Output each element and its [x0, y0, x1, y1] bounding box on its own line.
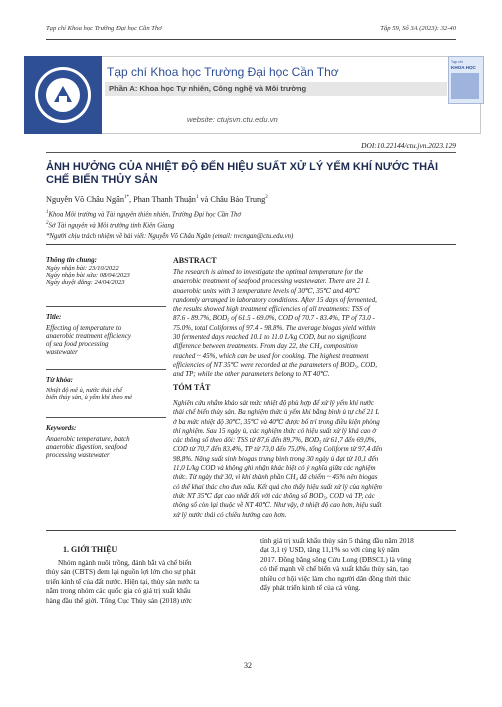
- university-logo-icon: [24, 56, 102, 134]
- tomtat-heading: TÓM TẮT: [173, 383, 211, 392]
- intro-heading: 1. GIỚI THIỆU: [63, 545, 118, 554]
- running-header-left: Tạp chí Khoa học Trường Đại học Cần Thơ: [46, 25, 162, 32]
- doi-rule: [46, 152, 456, 153]
- journal-name: Tạp chí Khoa học Trường Đại học Cần Thơ: [107, 65, 339, 79]
- info-rule-2: [46, 369, 166, 370]
- cover-image-icon: [451, 73, 479, 99]
- tomtat-body: Nghiên cứu nhằm khảo sát mức nhiệt độ phù hợp để xử lý yếm khí nước thải chế biến thủy sản. Ba nghiệm thức ủ yếm khí bằng bình ủ tự chế 21 L ở ba mức nhiệt độ 30℃, 35℃ và 40℃ được bố trí trong điều kiện phòng thí nghiệm. Sau 15 ngày ủ, các nghiệm thức có hiệu suất xử lý khá cao ở các thông số theo dõi: TSS từ 87,6 đến 89,7%, BOD₅ từ 61,7 đến 69,0%, COD từ 70,7 đến 83,4%, TP từ 73,0 đến 75,0%, tổng Coliform từ 97,4 đến 98,8%. Năng suất sinh biogas trung bình trong 30 ngày ủ đạt từ 10,1 đến 11,0 L/kg COD và không ghi nhận khác biệt có ý nghĩa giữa các nghiệm thức. Từ ngày thứ 30, vì khí thành phần CH₄ đã chiếm ~ 45% nên biogas có thể khai thác cho đun nấu. Kết quả cho thấy hiệu suất xử lý của nghiệm thức NT 35℃ đạt cao nhất đối với các thông số BOD₅, COD và TP, các thông số còn lại thuộc về NT 40℃. Như vậy, ở nhiệt độ cao hơn, hiệu suất xử lý nước thải có chiều hướng cao hơn.: [173, 399, 383, 519]
- page-number: 32: [244, 661, 252, 670]
- vietnamese-keywords: Từ khóa: Nhiệt độ mê ủ, nước thải chế biến thủy sản, ủ yếm khí theo mẻ: [46, 376, 133, 401]
- affiliation-2: $^2$Sở Tài nguyên và Môi trường tỉnh Kiên Giang: [46, 221, 175, 230]
- section-divider: [46, 530, 456, 531]
- journal-banner: [24, 56, 481, 134]
- intro-left-column: Nhóm ngành nuôi trồng, đánh bắt và chế biến thủy sản (CBTS) đem lại nguồn lợi lớn cho sự phát triển kinh tế của đất nước. Hiện tại, thủy sản nước ta nằm trong nhóm các quốc gia có giá trị xuất khẩu hàng đầu thế giới. Tổng Cục Thủy sản (2018) ước: [46, 558, 200, 605]
- intro-right-column: tính giá trị xuất khẩu thủy sản 5 tháng đầu năm 2018 đạt 3,1 tỷ USD, tăng 11,1% so với cùng kỳ năm 2017. Đồng bằng sông Cửu Long (ĐBSCL) là vùng có thế mạnh về chế biến và xuất khẩu thủy sản, tạo nhiều cơ hội việc làm cho người dân đồng thời thúc đẩy phát triển kinh tế của cả vùng.: [260, 536, 414, 593]
- english-title-box: Title: Effecting of temperature to anaerobic treatment efficiency of sea food processing wastewater: [46, 313, 132, 356]
- author-list: Nguyễn Võ Châu Ngân$^{1*}$, Phan Thanh Thuận$^1$ và Châu Bảo Trung$^2$: [46, 195, 268, 204]
- english-keywords: Keywords: Anaerobic temperature, batch anaerobic digestion, seafood processing wastewater: [46, 424, 130, 459]
- abstract-body: The research is aimed to investigate the optimal temperature for the anaerobic treatment of seafood processing wastewater. There are 21 L anaerobic units with 3 temperature levels of 30℃, 35℃ and 40℃ randomly arranged in laboratory conditions. After 15 days of fermented, the results showed high treatment efficiencies of all treatments: TSS of 87.6 - 89.7%, BOD₅ of 61.5 - 69.0%, COD of 70.7 - 83.4%, TP of 73.0 - 75.0%, total Coliforms of 97.4 - 98.8%. The average biogas yield within 30 fermented days reached 10.1 to 11.0 L/kg COD, but no significant difference between treatments. From day 22, the CH₄ composition reached ~ 45%, which can be used for cooking. The highest treatment efficiencies of NT 35℃ were recorded at the parameters of BOD₅, COD, and TP; while the other parameters belong to NT 40℃.: [173, 268, 377, 379]
- info-rule-1: [46, 306, 166, 307]
- article-info: Thông tin chung: Ngày nhận bài: 23/10/2022 Ngày nhận bài sửa: 08/04/2023 Ngày duyệt đăng: 24/04/2023: [46, 256, 130, 286]
- journal-cover-thumbnail: Tạp chí KHOA HỌC: [448, 56, 484, 104]
- running-header-right: Tập 59, Số 3A (2023): 32-40: [380, 25, 456, 32]
- doi[interactable]: DOI:10.22144/ctu.jvn.2023.129: [361, 141, 456, 150]
- corresponding-author: *Người chịu trách nhiệm về bài viết: Nguyễn Võ Châu Ngân (email: nvcngan@ctu.edu.vn): [46, 233, 294, 240]
- affil-rule: [46, 244, 456, 245]
- header-rule: [46, 39, 456, 40]
- info-rule-3: [46, 417, 166, 418]
- journal-website[interactable]: website: ctujsvn.ctu.edu.vn: [187, 115, 278, 124]
- article-title: ẢNH HƯỞNG CỦA NHIỆT ĐỘ ĐẾN HIỆU SUẤT XỬ LÝ YẾM KHÍ NƯỚC THẢI CHẾ BIẾN THỦY SẢN: [46, 161, 439, 186]
- affiliation-1: $^1$Khoa Môi trường và Tài nguyên thiên nhiên, Trường Đại học Cần Thơ: [46, 210, 242, 219]
- abstract-heading: ABSTRACT: [173, 256, 217, 265]
- journal-section: Phần A: Khoa học Tự nhiên, Công nghệ và Môi trường: [109, 84, 307, 93]
